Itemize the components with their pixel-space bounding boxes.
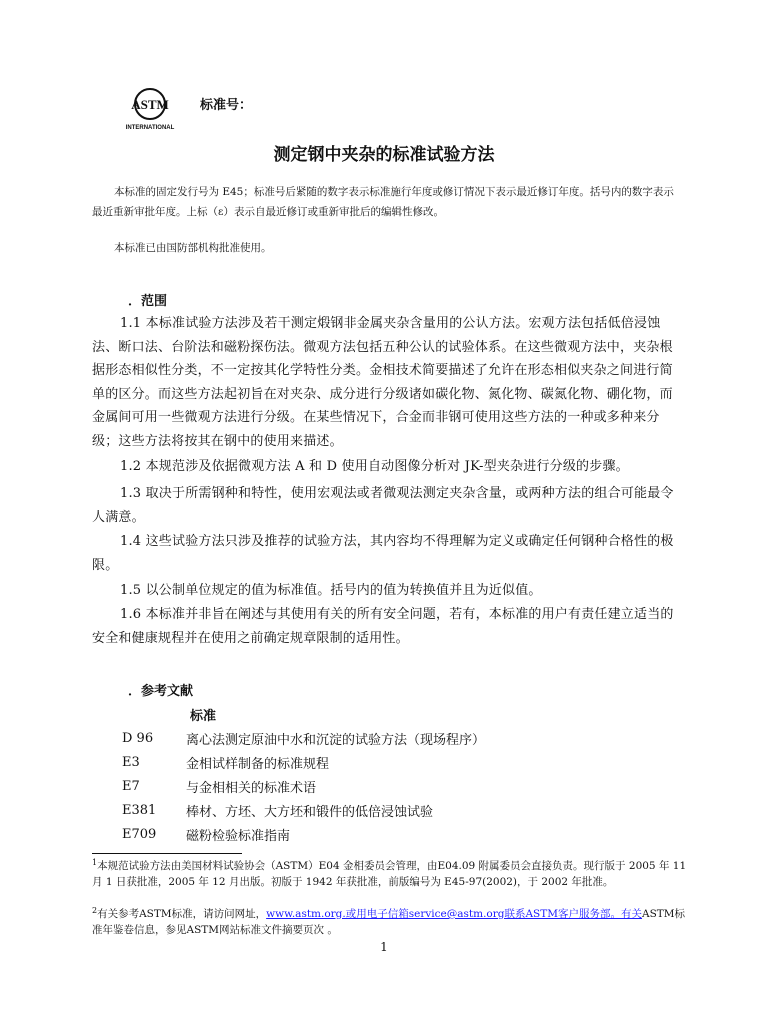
- svg-text:ASTM: ASTM: [131, 97, 169, 112]
- reference-row: [122, 822, 682, 846]
- footnote-1: [92, 858, 692, 890]
- svg-text:INTERNATIONAL: INTERNATIONAL: [125, 125, 175, 131]
- footnote-1-text: 本规范试验方法由美国材料试验协会（ASTM）E04 金相委员会管理，由E04.09 附属委员会直接负责。现行版于 2005 年 11 月 1 日获批准，2005 年 12 月出版。初版于 1942 年获批准，前版编号为 E45-97(2002)，于 2002 年批准。: [92, 860, 687, 888]
- clause-1-3: 1.3 取决于所需钢种和特性，使用宏观法或者微观法测定夹杂含量，或两种方法的组合可能最令人满意。: [92, 486, 674, 525]
- page-number: 1: [380, 940, 388, 954]
- reference-title: 金相试样制备的标准规程: [186, 756, 330, 772]
- reference-title: 棒材、方坯、大方坯和锻件的低倍浸蚀试验: [186, 804, 434, 820]
- intro-paragraph-1: 本标准的固定发行号为 E45；标准号后紧随的数字表示标准施行年度或修订情况下表示最近修订年度。括号内的数字表示最近重新审批年度。上标（ε）表示自最近修订或重新审批后的编辑性修改。: [92, 186, 674, 218]
- clause-1-5: 1.5 以公制单位规定的值为标准值。括号内的值为转换值并且为近似值。: [120, 583, 542, 598]
- reference-code: E3: [122, 754, 140, 770]
- intro-paragraph-2: 本标准已由国防部机构批准使用。: [114, 242, 272, 254]
- footnote-2-marker: 2: [92, 906, 98, 915]
- standard-number-label: 标准号：: [200, 98, 253, 113]
- footnote-2: [92, 906, 692, 938]
- reference-row: [122, 798, 682, 822]
- reference-title: 离心法测定原油中水和沉淀的试验方法（现场程序）: [186, 732, 486, 748]
- references-subheading: 标准: [190, 709, 217, 724]
- document-title: 测定钢中夹杂的标准试验方法: [273, 145, 495, 165]
- reference-row: [122, 726, 682, 750]
- reference-code: E381: [122, 802, 157, 818]
- reference-code: E709: [122, 826, 157, 842]
- clause-1-6: 1.6 本标准并非旨在阐述与其使用有关的所有安全问题，若有，本标准的用户有责任建立适当的安全和健康规程并在使用之前确定规章限制的适用性。: [92, 607, 674, 646]
- references-list: [122, 726, 682, 846]
- astm-website-link[interactable]: www.astm.org.或用电子信箱service@astm.org联系ASTM客户服务部。有关: [266, 908, 643, 920]
- footnote-1-marker: 1: [92, 858, 98, 867]
- footnote-divider: [92, 853, 242, 854]
- footnote-2-text-continued: ASTM标准年鉴卷信息，参见ASTM网站标准文件摘要页次 。: [92, 908, 686, 936]
- reference-row: [122, 750, 682, 774]
- reference-row: [122, 774, 682, 798]
- reference-code: E7: [122, 778, 140, 794]
- reference-code: D 96: [122, 730, 154, 746]
- clause-1-2: 1.2 本规范涉及依据微观方法 A 和 D 使用自动图像分析对 JK-型夹杂进行分级的步骤。: [120, 459, 629, 474]
- astm-logo: [122, 86, 178, 132]
- reference-title: 与金相相关的标准术语: [186, 780, 317, 796]
- clause-1-4: 1.4 这些试验方法只涉及推荐的试验方法，其内容均不得理解为定义或确定任何钢种合格性的极限。: [92, 534, 674, 573]
- section-scope-heading: ．范围: [128, 294, 168, 309]
- clause-1-1: 1.1 本标准试验方法涉及若干测定煅钢非金属夹杂含量用的公认方法。宏观方法包括低倍浸蚀法、断口法、台阶法和磁粉探伤法。微观方法包括五种公认的试验体系。在这些微观方法中，夹杂根据形态相似性分类，不一定按其化学特性分类。金相技术简要描述了允许在形态相似夹杂之间进行简单的区分。而这些方法起初旨在对夹杂、成分进行分级诸如碳化物、氮化物、碳氮化物、硼化物，而金属间可用一些微观方法进行分级。在某些情况下，合金而非钢可使用这些方法的一种或多种来分级；这些方法将按其在钢中的使用来描述。: [92, 316, 673, 449]
- reference-title: 磁粉检验标准指南: [186, 828, 291, 844]
- section-references-heading: ．参考文献: [128, 684, 194, 699]
- footnote-2-text: 有关参考ASTM标准，请访问网址，: [97, 908, 267, 920]
